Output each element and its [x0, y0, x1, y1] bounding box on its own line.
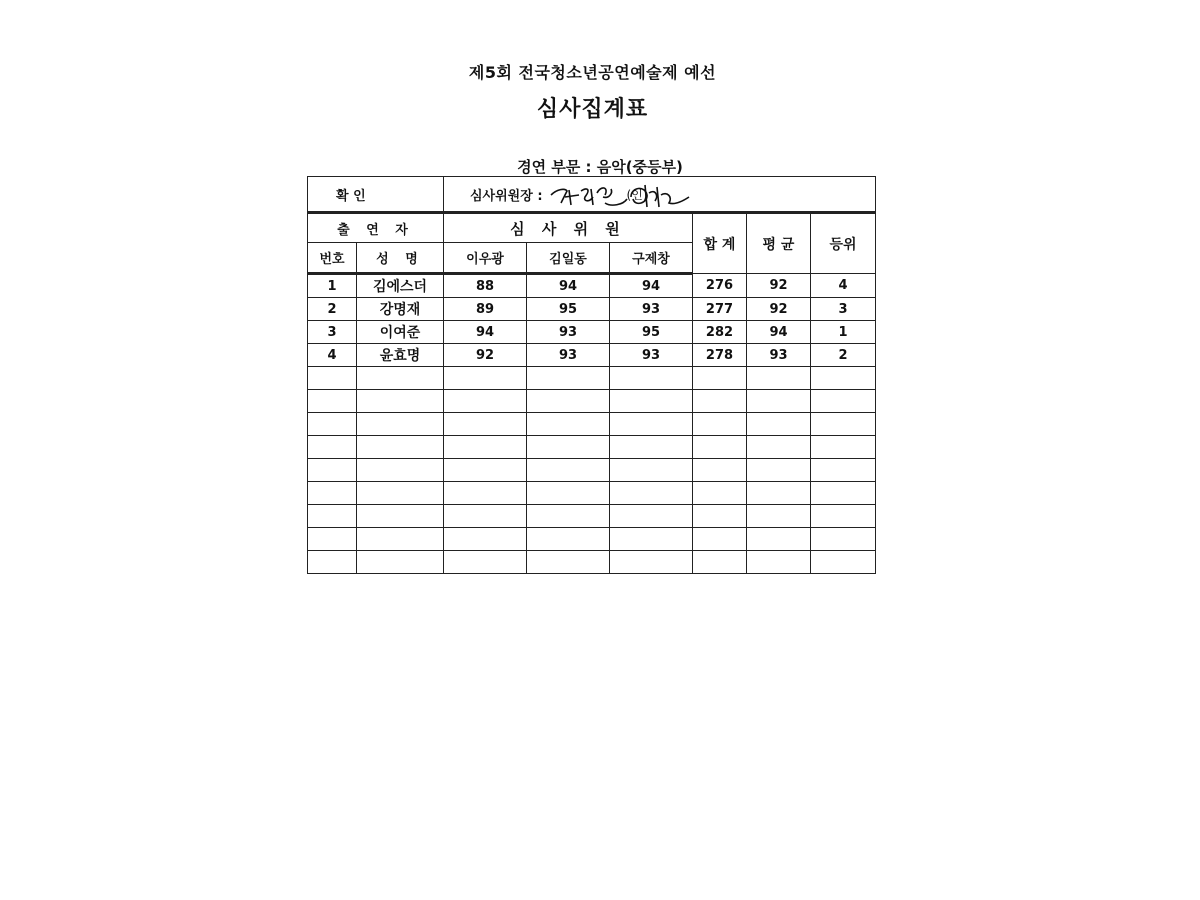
chair-signature-cell	[444, 177, 876, 213]
performer-name: 이여준	[357, 321, 444, 344]
average-score: 94	[747, 321, 811, 344]
judge-score: 89	[444, 298, 527, 321]
empty-row	[308, 390, 876, 413]
empty-row	[308, 367, 876, 390]
handwritten-signature-icon	[545, 177, 695, 211]
empty-cell	[693, 413, 747, 436]
judge-score: 95	[527, 298, 610, 321]
empty-cell	[527, 528, 610, 551]
empty-cell	[357, 528, 444, 551]
confirm-row	[308, 177, 876, 213]
empty-row	[308, 505, 876, 528]
empty-cell	[527, 505, 610, 528]
rank-header: 등위	[811, 213, 876, 274]
empty-cell	[308, 505, 357, 528]
empty-cell	[308, 436, 357, 459]
score-table	[307, 176, 876, 574]
empty-cell	[610, 367, 693, 390]
empty-cell	[444, 367, 527, 390]
empty-cell	[308, 482, 357, 505]
total-score: 282	[693, 321, 747, 344]
empty-cell	[811, 459, 876, 482]
empty-cell	[308, 528, 357, 551]
average-score: 92	[747, 274, 811, 298]
empty-cell	[357, 367, 444, 390]
judge-score: 94	[527, 274, 610, 298]
empty-cell	[811, 436, 876, 459]
empty-cell	[747, 413, 811, 436]
empty-cell	[527, 390, 610, 413]
empty-cell	[811, 367, 876, 390]
entry-number: 2	[308, 298, 357, 321]
entry-number: 4	[308, 344, 357, 367]
table-row	[308, 321, 876, 344]
empty-cell	[308, 459, 357, 482]
empty-cell	[811, 505, 876, 528]
judge-name-header: 이우광	[444, 243, 527, 274]
empty-cell	[444, 459, 527, 482]
empty-cell	[610, 551, 693, 574]
total-score: 278	[693, 344, 747, 367]
empty-cell	[747, 436, 811, 459]
empty-row	[308, 551, 876, 574]
empty-cell	[747, 367, 811, 390]
total-header: 합 계	[693, 213, 747, 274]
total-score: 277	[693, 298, 747, 321]
empty-cell	[811, 390, 876, 413]
document-subtitle: 제5회 전국청소년공연예술제 예선	[468, 63, 717, 82]
empty-cell	[693, 436, 747, 459]
empty-cell	[308, 390, 357, 413]
chair-label: 심사위원장 :	[470, 188, 543, 204]
empty-row	[308, 413, 876, 436]
judge-score: 94	[444, 321, 527, 344]
empty-cell	[444, 528, 527, 551]
number-header: 번호	[308, 243, 357, 274]
document-title: 심사집계표	[536, 97, 649, 122]
empty-cell	[693, 505, 747, 528]
rank: 4	[811, 274, 876, 298]
empty-cell	[308, 551, 357, 574]
empty-cell	[357, 413, 444, 436]
performers-header: 출 연 자	[308, 213, 444, 243]
judge-score: 93	[610, 344, 693, 367]
empty-cell	[747, 482, 811, 505]
empty-cell	[444, 413, 527, 436]
judge-score: 93	[527, 344, 610, 367]
empty-cell	[693, 528, 747, 551]
competition-category: 경연 부문 : 음악(중등부)	[517, 158, 683, 176]
empty-cell	[747, 390, 811, 413]
signature-seal: (인)	[626, 187, 648, 202]
judge-score: 94	[610, 274, 693, 298]
empty-row	[308, 459, 876, 482]
header-row-1	[308, 213, 876, 243]
rank: 3	[811, 298, 876, 321]
judge-name-header: 구제창	[610, 243, 693, 274]
empty-cell	[357, 482, 444, 505]
empty-cell	[811, 528, 876, 551]
empty-cell	[747, 551, 811, 574]
empty-cell	[747, 528, 811, 551]
empty-cell	[527, 459, 610, 482]
empty-cell	[693, 551, 747, 574]
empty-cell	[357, 390, 444, 413]
average-score: 93	[747, 344, 811, 367]
empty-cell	[811, 413, 876, 436]
judge-score: 95	[610, 321, 693, 344]
empty-cell	[610, 436, 693, 459]
empty-cell	[527, 482, 610, 505]
empty-cell	[693, 390, 747, 413]
rank: 1	[811, 321, 876, 344]
judge-score: 88	[444, 274, 527, 298]
performer-name: 김에스더	[357, 274, 444, 298]
empty-row	[308, 528, 876, 551]
empty-cell	[357, 551, 444, 574]
average-score: 92	[747, 298, 811, 321]
empty-cell	[444, 390, 527, 413]
entry-number: 3	[308, 321, 357, 344]
judges-header: 심 사 위 원	[444, 213, 693, 243]
empty-cell	[527, 436, 610, 459]
empty-cell	[610, 459, 693, 482]
empty-cell	[444, 436, 527, 459]
empty-cell	[308, 413, 357, 436]
empty-cell	[811, 551, 876, 574]
judge-score: 93	[610, 298, 693, 321]
empty-cell	[444, 551, 527, 574]
empty-cell	[693, 459, 747, 482]
confirm-label: 확 인	[308, 177, 444, 213]
performer-name: 윤효명	[357, 344, 444, 367]
empty-cell	[610, 528, 693, 551]
empty-row	[308, 436, 876, 459]
empty-cell	[693, 482, 747, 505]
empty-cell	[811, 482, 876, 505]
empty-cell	[693, 367, 747, 390]
empty-cell	[610, 505, 693, 528]
table-row	[308, 298, 876, 321]
average-header: 평 균	[747, 213, 811, 274]
empty-cell	[527, 367, 610, 390]
empty-cell	[527, 413, 610, 436]
judge-score: 93	[527, 321, 610, 344]
name-header: 성 명	[357, 243, 444, 274]
empty-cell	[610, 390, 693, 413]
empty-cell	[610, 482, 693, 505]
entry-number: 1	[308, 274, 357, 298]
empty-cell	[747, 505, 811, 528]
empty-cell	[610, 413, 693, 436]
empty-cell	[444, 482, 527, 505]
empty-row	[308, 482, 876, 505]
judge-name-header: 김일동	[527, 243, 610, 274]
judge-score: 92	[444, 344, 527, 367]
table-row	[308, 344, 876, 367]
empty-cell	[308, 367, 357, 390]
empty-cell	[527, 551, 610, 574]
empty-cell	[357, 505, 444, 528]
empty-cell	[357, 459, 444, 482]
total-score: 276	[693, 274, 747, 298]
performer-name: 강명재	[357, 298, 444, 321]
empty-cell	[444, 505, 527, 528]
rank: 2	[811, 344, 876, 367]
table-row	[308, 274, 876, 298]
empty-cell	[357, 436, 444, 459]
empty-cell	[747, 459, 811, 482]
